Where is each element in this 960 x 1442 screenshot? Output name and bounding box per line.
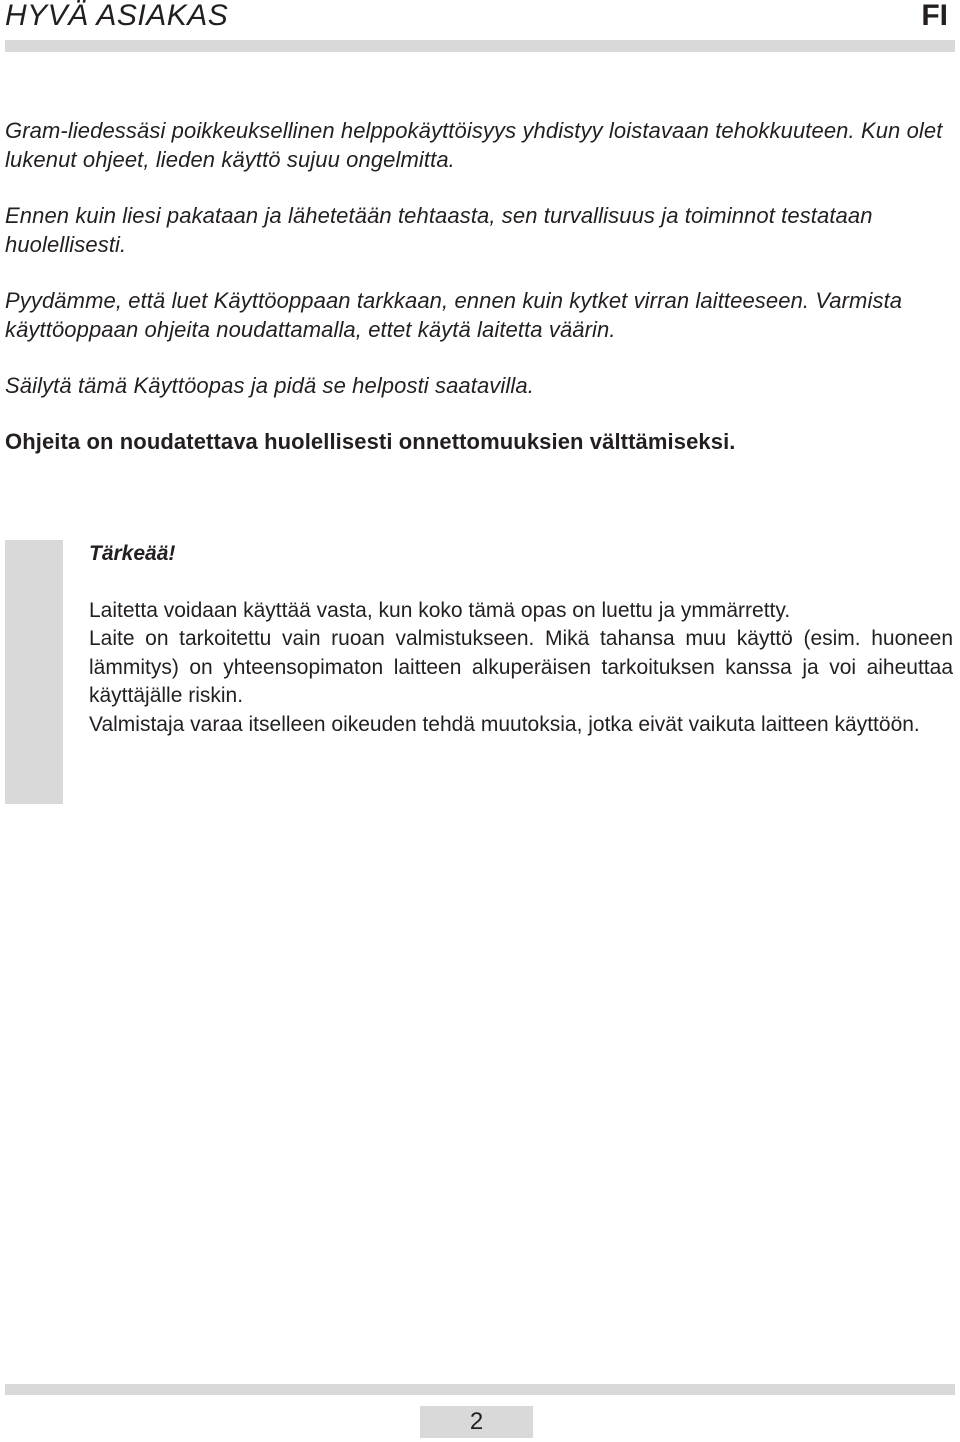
notice-sidebar xyxy=(5,540,63,804)
notice-text: Valmistaja varaa itselleen oikeuden tehdä muutoksia, jotka eivät vaikuta laitteen käyttöön. xyxy=(89,712,920,736)
header-divider xyxy=(5,40,955,52)
language-code: FI xyxy=(921,0,948,32)
intro-paragraph: Gram-liedessäsi poikkeuksellinen helppokäyttöisyys yhdistyy loistavaan tehokkuuteen. Kun olet lukenut ohjeet, lieden käyttö sujuu ongelmitta. xyxy=(5,118,943,172)
notice-title: Tärkeää! xyxy=(89,542,176,565)
page-number: 2 xyxy=(420,1406,533,1438)
footer-divider xyxy=(5,1384,955,1395)
notice-text: Laitetta voidaan käyttää vasta, kun koko tämä opas on luettu ja ymmärretty. xyxy=(89,598,791,622)
important-notice xyxy=(89,540,953,739)
intro-paragraph: Pyydämme, että luet Käyttöoppaan tarkkaan, ennen kuin kytket virran laitteeseen. Varmista käyttöoppaan ohjeita noudattamalla, ettet käytä laitetta väärin. xyxy=(5,288,903,342)
intro-section xyxy=(5,116,955,483)
page-title: HYVÄ ASIAKAS xyxy=(5,0,229,32)
intro-paragraph: Ennen kuin liesi pakataan ja lähetetään tehtaasta, sen turvallisuus ja toiminnot testataan huolellisesti. xyxy=(5,203,873,257)
safety-instruction: Ohjeita on noudatettava huolellisesti onnettomuuksien välttämiseksi. xyxy=(5,429,736,454)
notice-text: Laite on tarkoitettu vain ruoan valmistukseen. Mikä tahansa muu käyttö (esim. huoneen lämmitys) on yhteensopimaton laitteen alkuperäisen tarkoituksen kanssa ja voi aiheuttaa käyttäjälle riskin. xyxy=(89,627,953,707)
intro-paragraph: Säilytä tämä Käyttöopas ja pidä se helposti saatavilla. xyxy=(5,373,534,398)
